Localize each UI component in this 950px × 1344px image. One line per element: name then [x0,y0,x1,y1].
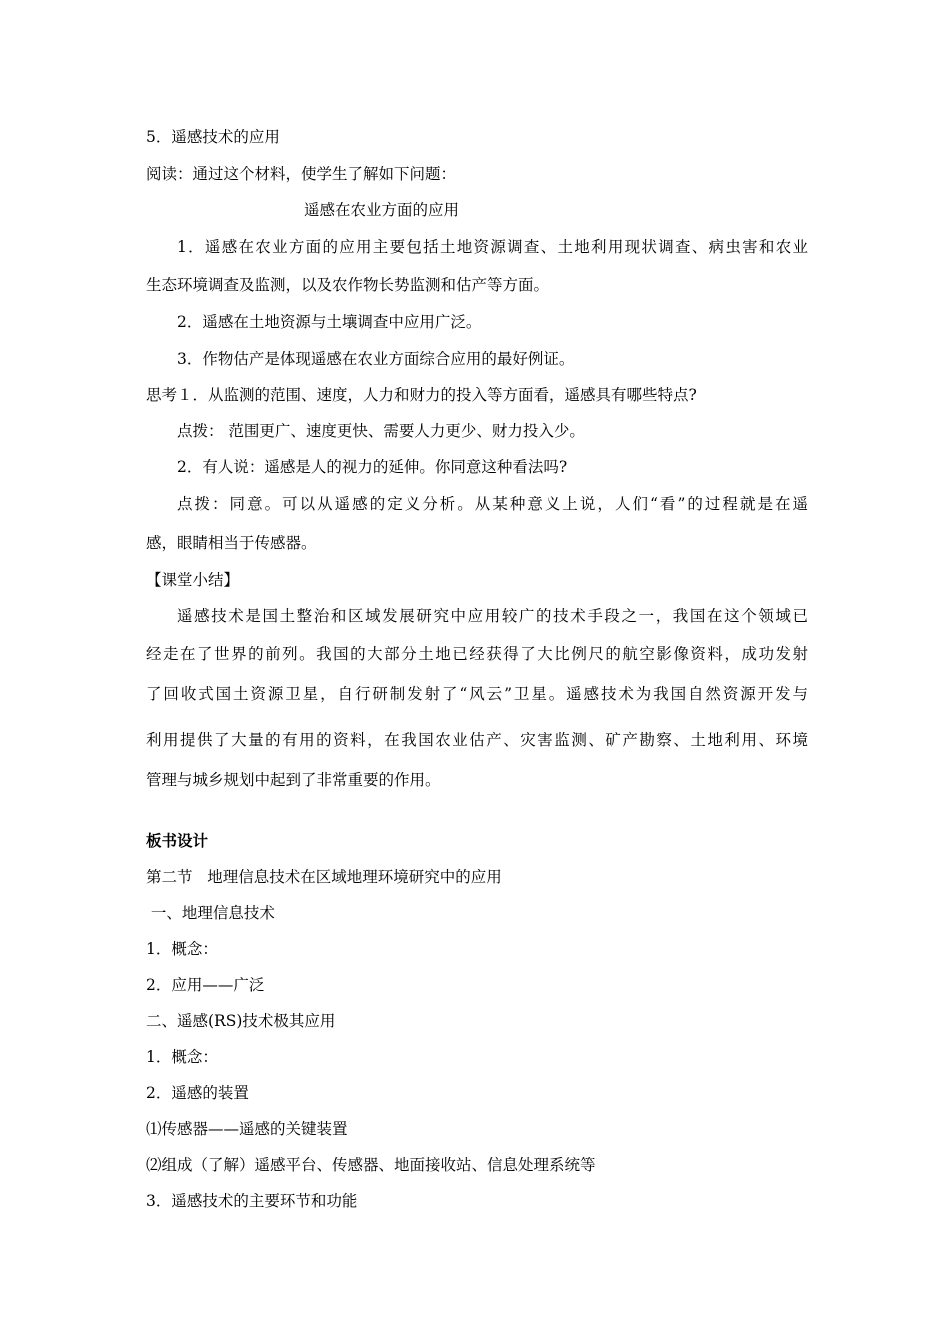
summary-heading: 【课堂小结】 [146,571,240,589]
section-heading: 5．遥感技术的应用 [146,128,280,146]
board-item-geo-info-tech: 一、地理信息技术 [146,904,275,922]
reading-intro: 阅读：通过这个材料，使学生了解如下问题： [146,165,457,183]
reading-point-3: 3．作物估产是体现遥感在农业方面综合应用的最好例证。 [177,350,575,368]
reading-point-1-line-1: 1．遥感在农业方面的应用主要包括土地资源调查、土地利用现状调查、病虫害和农业 [177,238,808,256]
board-heading: 板书设计 [146,831,209,850]
thinking-answer-2-line-2: 感，眼睛相当于传感器。 [146,534,317,552]
summary-line-4: 利用提供了大量的有用的资料，在我国农业估产、灾害监测、矿产勘察、土地利用、环境 [146,731,808,749]
board-item-concept-2: 1．概念： [146,1048,218,1066]
thinking-question-2: 2．有人说：遥感是人的视力的延伸。你同意这种看法吗? [177,458,568,476]
summary-line-5: 管理与城乡规划中起到了非常重要的作用。 [146,771,441,789]
reading-title: 遥感在农业方面的应用 [304,201,460,219]
summary-line-3: 了回收式国土资源卫星，自行研制发射了“风云”卫星。遥感技术为我国自然资源开发与 [146,685,808,703]
board-item-composition: ⑵组成（了解）遥感平台、传感器、地面接收站、信息处理系统等 [146,1156,596,1174]
board-section-title: 第二节 地理信息技术在区域地理环境研究中的应用 [146,868,502,886]
thinking-answer-2-line-1: 点拨：同意。可以从遥感的定义分析。从某种意义上说，人们“看”的过程就是在遥 [177,495,808,513]
summary-line-2: 经走在了世界的前列。我国的大部分土地已经获得了大比例尺的航空影像资料，成功发射 [146,645,808,663]
thinking-question-1: 思考１．从监测的范围、速度，人力和财力的投入等方面看，遥感具有哪些特点? [146,386,697,404]
board-item-rs-device: 2．遥感的装置 [146,1084,249,1102]
board-item-sensor: ⑴传感器——遥感的关键装置 [146,1120,348,1138]
thinking-answer-1: 点拨： 范围更广、速度更快、需要人力更少、财力投入少。 [177,422,585,440]
reading-point-2: 2．遥感在土地资源与土壤调查中应用广泛。 [177,313,482,331]
board-item-remote-sensing: 二、遥感(RS)技术极其应用 [146,1012,336,1030]
board-item-concept-1: 1．概念： [146,940,218,958]
summary-line-1: 遥感技术是国土整治和区域发展研究中应用较广的技术手段之一，我国在这个领域已 [177,607,808,625]
board-item-application: 2．应用——广泛 [146,976,265,994]
board-item-rs-steps: 3．遥感技术的主要环节和功能 [146,1192,358,1210]
reading-point-1-line-2: 生态环境调查及监测，以及农作物长势监测和估产等方面。 [146,276,550,294]
